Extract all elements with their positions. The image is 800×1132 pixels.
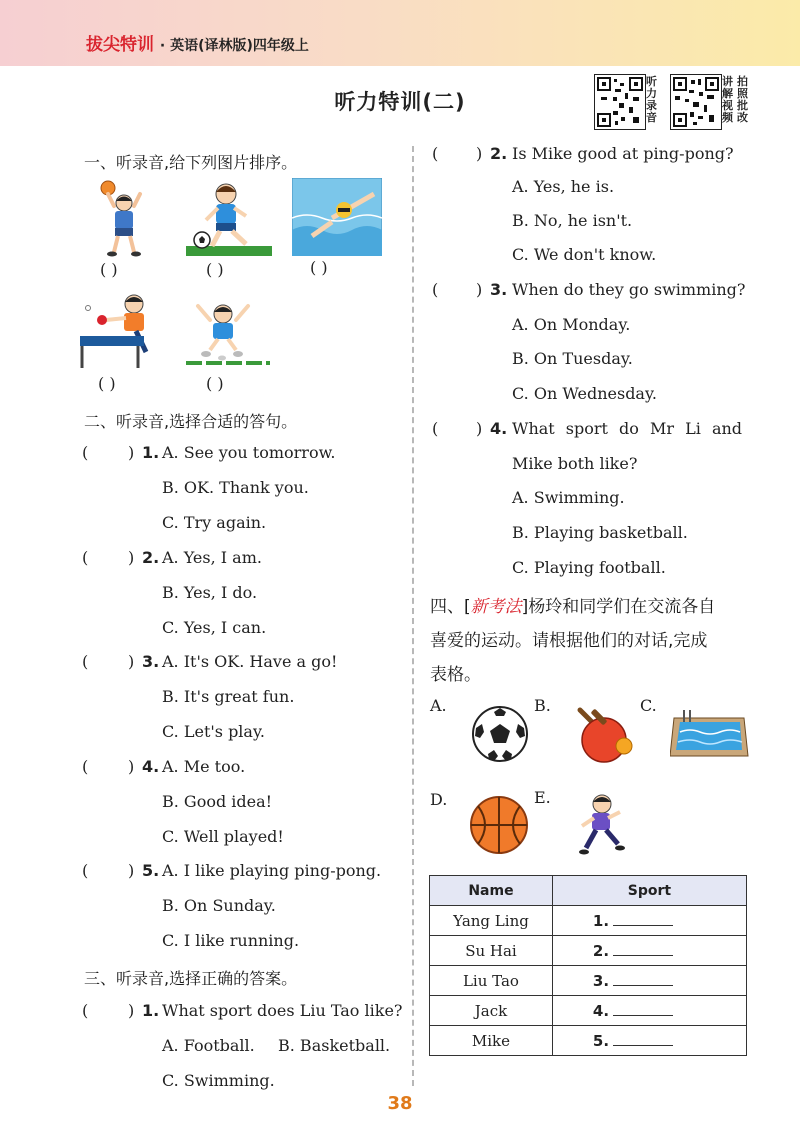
row-number: 5. [592,1031,610,1050]
answer-blank-close: ) [476,280,483,299]
option-a: A. It's OK. Have a go! [162,652,338,671]
table-row [430,906,747,936]
answer-blank[interactable]: ( [82,548,89,567]
sports-table [429,875,747,1056]
option-b: B. Basketball. [278,1036,391,1055]
option-c: C. Let's play. [162,722,265,741]
question-text: What sport does Liu Tao like? [162,1001,403,1020]
answer-line[interactable] [613,955,673,956]
page-title: 听力特训(二) [334,90,466,114]
section4-suffix: ]杨玲和同学们在交流各自 [521,597,716,617]
answer-line[interactable] [613,1045,673,1046]
section1-heading: 一、听录音,给下列图片排序。 [84,153,298,172]
order-blank[interactable]: ( ) [98,374,116,393]
option-a: A. Yes, I am. [162,548,262,567]
order-blank[interactable]: ( ) [310,258,328,277]
header-name: Name [430,876,553,906]
option-b: B. Playing basketball. [512,523,688,542]
long-jump-track [186,360,270,366]
label-e: E. [534,788,551,807]
ping-pong-boy-image [80,292,162,368]
option-b: B. It's great fun. [162,687,295,706]
answer-cell[interactable] [552,936,746,966]
option-c: C. Well played! [162,827,284,846]
option-b: B. Good idea! [162,792,273,811]
order-blank[interactable]: ( ) [206,260,224,279]
order-blank[interactable]: ( ) [206,374,224,393]
row-number: 3. [592,971,610,990]
label-b: B. [534,696,551,715]
table-row [430,966,747,996]
option-a: A. On Monday. [512,315,631,334]
option-c: C. On Wednesday. [512,384,657,403]
q-number: 3. [142,652,160,671]
section3-heading: 三、听录音,选择正确的答案。 [84,969,298,988]
q-number: 2. [142,548,160,567]
option-c: C. Swimming. [162,1071,275,1090]
label-d: D. [430,790,448,809]
column-divider [412,146,414,1086]
table-row [430,936,747,966]
answer-blank[interactable]: ( [432,419,439,438]
answer-blank[interactable]: ( [82,757,89,776]
jumping-boy-image [188,300,258,364]
q-number: 1. [142,1001,160,1020]
option-b: B. On Sunday. [162,896,276,915]
option-b: B. OK. Thank you. [162,478,309,497]
name-cell: Mike [430,1026,553,1056]
volleyball-boy-image [94,178,154,258]
option-a: A. See you tomorrow. [162,443,336,462]
q-number: 4. [142,757,160,776]
name-cell: Jack [430,996,553,1026]
qr-label-video: 讲解视频 [722,75,733,124]
new-format-tag: 新考法 [470,597,522,617]
section4-prefix: 四、[ [430,597,471,617]
label-a: A. [430,696,447,715]
header-band [0,0,800,66]
q-number: 2. [490,144,508,163]
q-number: 4. [490,419,508,438]
question-text-cont: Mike both like? [512,454,638,473]
qr-code-icon [594,74,646,130]
option-c: C. I like running. [162,931,300,950]
answer-line[interactable] [613,925,673,926]
answer-blank-close: ) [128,861,135,880]
option-c: C. Yes, I can. [162,618,267,637]
name-cell: Liu Tao [430,966,553,996]
option-c: C. Try again. [162,513,267,532]
order-blank[interactable]: ( ) [100,260,118,279]
qr-label-grading: 拍照批改 [737,75,748,124]
question-text: Is Mike good at ping-pong? [512,144,734,163]
brand [86,30,309,55]
option-b: B. No, he isn't. [512,211,633,230]
q-number: 1. [142,443,160,462]
answer-cell[interactable] [552,966,746,996]
ping-pong-icon [572,706,638,766]
row-number: 4. [592,1001,610,1020]
basketball-icon [468,794,530,856]
table-row [430,996,747,1026]
answer-blank[interactable]: ( [82,1001,89,1020]
answer-cell[interactable] [552,906,746,936]
name-cell: Yang Ling [430,906,553,936]
answer-cell[interactable] [552,996,746,1026]
answer-blank[interactable]: ( [432,144,439,163]
running-boy-icon [574,792,628,858]
option-a: A. I like playing ping-pong. [162,861,382,880]
option-a: A. Swimming. [512,488,625,507]
q-number: 5. [142,861,160,880]
option-a: A. Me too. [162,757,246,776]
answer-blank-close: ) [128,1001,135,1020]
answer-line[interactable] [613,1015,673,1016]
football-boy-image [186,180,272,258]
answer-blank-close: ) [128,548,135,567]
section4-heading [430,592,715,617]
swimming-boy-image [292,178,382,256]
answer-cell[interactable] [552,1026,746,1056]
answer-blank-close: ) [128,443,135,462]
q-number: 3. [490,280,508,299]
page-number: 38 [387,1093,413,1114]
name-cell: Su Hai [430,936,553,966]
qr-code-icon [670,74,722,130]
answer-blank-close: ) [128,757,135,776]
option-c: C. Playing football. [512,558,666,577]
question-text: What sport do Mr Li and [512,419,743,438]
option-a: A. Football. [162,1036,255,1055]
answer-blank[interactable]: ( [432,280,439,299]
football-icon [470,704,530,764]
answer-blank-close: ) [476,144,483,163]
table-row [430,1026,747,1056]
option-b: B. On Tuesday. [512,349,633,368]
row-number: 2. [592,941,610,960]
header-sport: Sport [552,876,746,906]
section2-heading: 二、听录音,选择合适的答句。 [84,412,298,431]
question-text: When do they go swimming? [512,280,746,299]
answer-blank[interactable]: ( [82,861,89,880]
answer-blank[interactable]: ( [82,443,89,462]
row-number: 1. [592,911,610,930]
answer-blank-close: ) [476,419,483,438]
brand-name: 拔尖特训 [86,35,154,55]
label-c: C. [640,696,657,715]
section4-line2: 喜爱的运动。请根据他们的对话,完成 [430,631,708,651]
qr-label-audio: 听力录音 [646,75,657,124]
swimming-pool-icon [670,704,750,764]
book-title: · 英语(译林版)四年级上 [159,38,309,54]
section4-line3: 表格。 [430,665,481,685]
option-c: C. We don't know. [512,245,657,264]
answer-blank-close: ) [128,652,135,671]
answer-line[interactable] [613,985,673,986]
option-a: A. Yes, he is. [512,177,615,196]
answer-blank[interactable]: ( [82,652,89,671]
option-b: B. Yes, I do. [162,583,258,602]
